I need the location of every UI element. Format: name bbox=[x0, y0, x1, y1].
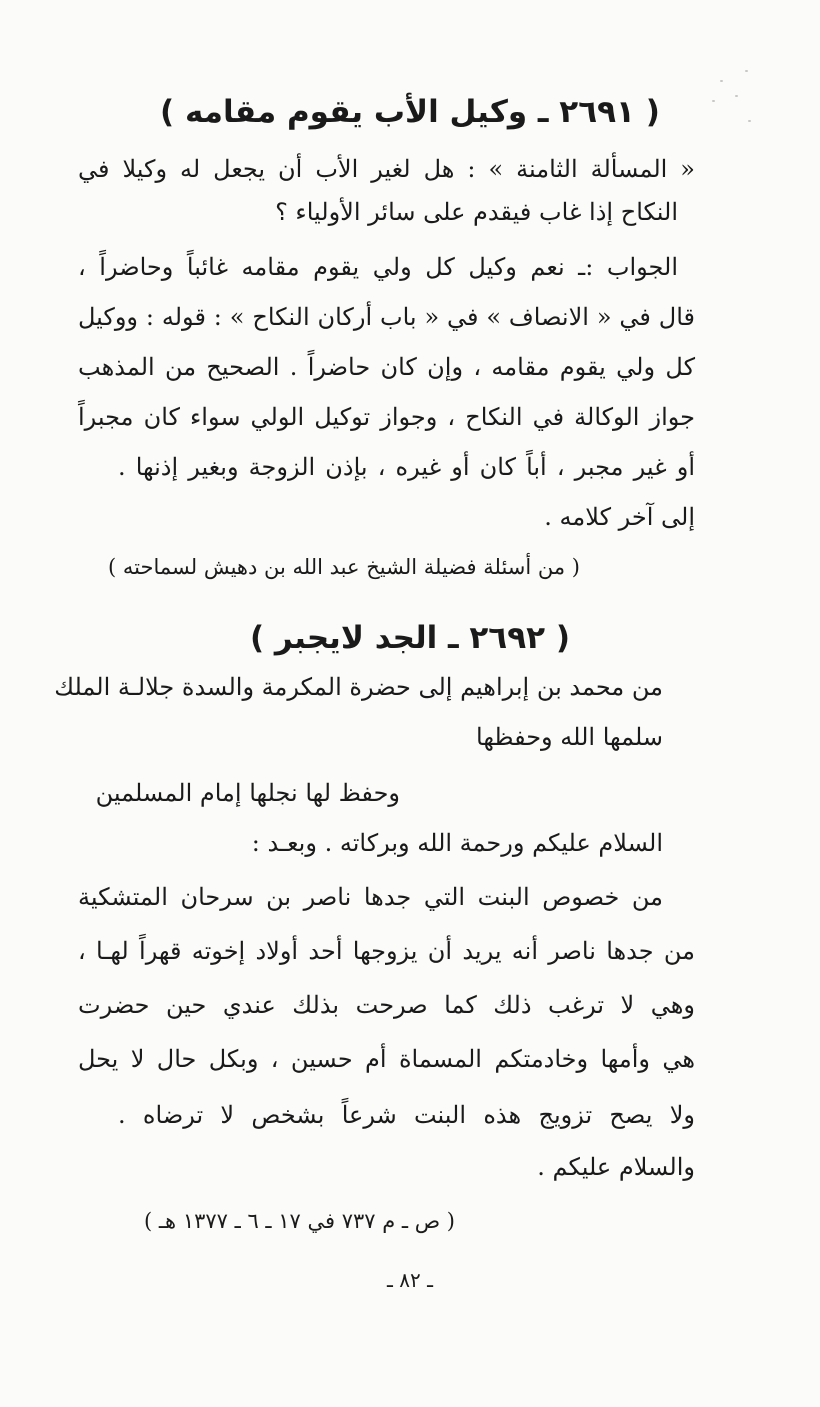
body-line: إلى آخر كلامه . bbox=[544, 503, 695, 531]
page-number: ـ ٨٢ ـ bbox=[387, 1268, 433, 1292]
scan-speck bbox=[720, 80, 723, 82]
letter-opening-line: سلمها الله وحفظها bbox=[476, 723, 663, 751]
letter-greeting-line: السلام عليكم ورحمة الله وبركاته . وبعـد : bbox=[251, 829, 663, 857]
source-citation: ( من أسئلة فضيلة الشيخ عبد الله بن دهيش لسماحته ) bbox=[108, 555, 580, 579]
scan-speck bbox=[745, 70, 748, 72]
body-line: أو غير مجبر ، أباً كان أو غيره ، بإذن الزوجة وبغير إذنها . bbox=[118, 453, 695, 481]
body-line: الجواب :ـ نعم وكيل كل ولي يقوم مقامه غائباً وحاضراً ، bbox=[78, 253, 678, 281]
letter-body-line: من جدها ناصر أنه يريد أن يزوجها أحد أولاد إخوته قهراً لهـا ، bbox=[78, 937, 695, 965]
body-line: « المسألة الثامنة » : هل لغير الأب أن يجعل له وكيلا في bbox=[78, 155, 695, 183]
letter-body-line: هي وأمها وخادمتكم المسماة أم حسين ، وبكل حال لا يحل bbox=[78, 1045, 695, 1073]
body-line: جواز الوكالة في النكاح ، وجواز توكيل الولي سواء كان مجبراً bbox=[78, 403, 695, 431]
letter-opening-line: من محمد بن إبراهيم إلى حضرة المكرمة والسدة جلالـة الملك bbox=[54, 673, 663, 701]
letter-body-line: والسلام عليكم . bbox=[537, 1153, 695, 1181]
section-heading-2692: ( ٢٦٩٢ ـ الجد لايجبر ) bbox=[249, 620, 571, 656]
body-line: قال في « الانصاف » في « باب أركان النكاح » : قوله : ووكيل bbox=[78, 303, 695, 331]
letter-body-line: من خصوص البنت التي جدها ناصر بن سرحان المتشكية bbox=[78, 883, 663, 911]
body-line: كل ولي يقوم مقامه ، وإن كان حاضراً . الصحيح من المذهب bbox=[78, 353, 695, 381]
section-heading-2691: ( ٢٦٩١ ـ وكيل الأب يقوم مقامه ) bbox=[160, 94, 660, 130]
letter-prayer-line: وحفظ لها نجلها إمام المسلمين bbox=[95, 779, 400, 807]
body-line: النكاح إذا غاب فيقدم على سائر الأولياء ؟ bbox=[275, 198, 678, 226]
source-reference: ( ص ـ م ٧٣٧ في ١٧ ـ ٦ ـ ١٣٧٧ هـ ) bbox=[144, 1209, 455, 1233]
letter-body-line: ولا يصح تزويج هذه البنت شرعاً بشخص لا ترضاه . bbox=[118, 1101, 695, 1129]
letter-body-line: وهي لا ترغب ذلك كما صرحت بذلك عندي حين حضرت bbox=[78, 991, 696, 1019]
